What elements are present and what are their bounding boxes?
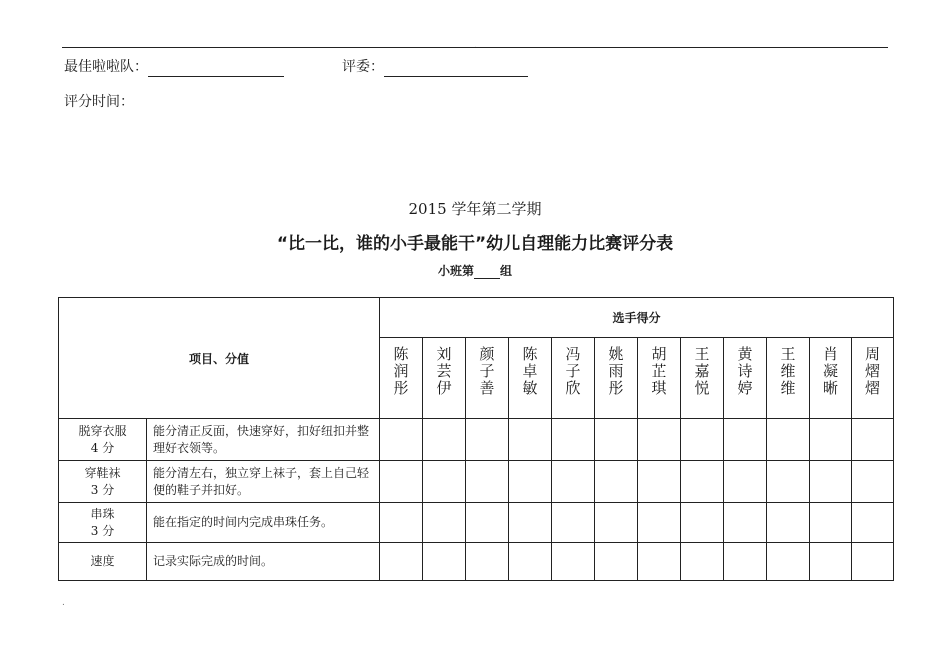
item-desc-cell: 记录实际完成的时间。 [147, 543, 380, 581]
score-cell[interactable] [681, 461, 724, 503]
judge-label: 评委： [342, 59, 384, 75]
player-name: 姚雨彤 [595, 338, 638, 419]
score-cell[interactable] [852, 461, 894, 503]
score-cell[interactable] [509, 503, 552, 543]
score-cell[interactable] [810, 503, 852, 543]
score-cell[interactable] [380, 419, 423, 461]
score-cell[interactable] [681, 503, 724, 543]
score-cell[interactable] [767, 419, 810, 461]
table-row [59, 503, 894, 543]
score-cell[interactable] [509, 461, 552, 503]
score-cell[interactable] [423, 543, 466, 581]
item-desc-cell: 能分清左右，独立穿上袜子，套上自己轻便的鞋子并扣好。 [147, 461, 380, 503]
score-cell[interactable] [767, 543, 810, 581]
item-name-cell: 速度 [59, 543, 147, 581]
score-cell[interactable] [724, 543, 767, 581]
score-cell[interactable] [423, 503, 466, 543]
player-name: 王嘉悦 [681, 338, 724, 419]
cheer-line [64, 57, 284, 77]
player-name: 胡芷琪 [638, 338, 681, 419]
subtitle-prefix: 小班第 [437, 264, 474, 278]
score-cell[interactable] [810, 461, 852, 503]
player-name: 周熠熠 [852, 338, 894, 419]
score-cell[interactable] [681, 543, 724, 581]
semester-heading: 2015 学年第二学期 [408, 200, 542, 218]
item-name-cell: 穿鞋袜 3 分 [59, 461, 147, 503]
cheer-blank [148, 60, 284, 77]
table-row [59, 419, 894, 461]
player-name: 肖凝晰 [810, 338, 852, 419]
score-cell[interactable] [852, 543, 894, 581]
player-name: 陈润彤 [380, 338, 423, 419]
item-desc-cell: 能在指定的时间内完成串珠任务。 [147, 503, 380, 543]
players-header: 选手得分 [380, 298, 894, 338]
score-cell[interactable] [638, 543, 681, 581]
header-rule [62, 47, 888, 48]
score-cell[interactable] [767, 503, 810, 543]
score-cell[interactable] [423, 461, 466, 503]
page-title: “比一比，谁的小手最能干”幼儿自理能力比赛评分表 [276, 234, 674, 254]
player-name: 刘芸伊 [423, 338, 466, 419]
time-label: 评分时间： [64, 94, 134, 110]
score-cell[interactable] [509, 419, 552, 461]
subtitle-suffix: 组 [500, 264, 513, 278]
table-row [59, 543, 894, 581]
score-cell[interactable] [595, 503, 638, 543]
score-cell[interactable] [810, 419, 852, 461]
judge-blank [384, 60, 528, 77]
score-cell[interactable] [638, 503, 681, 543]
item-header: 项目、分值 [59, 298, 380, 419]
player-name: 黄诗婷 [724, 338, 767, 419]
cheer-label: 最佳啦啦队： [64, 59, 148, 75]
score-cell[interactable] [595, 543, 638, 581]
score-cell[interactable] [380, 503, 423, 543]
judge-line [342, 57, 528, 77]
score-cell[interactable] [380, 543, 423, 581]
score-cell[interactable] [466, 503, 509, 543]
score-cell[interactable] [724, 503, 767, 543]
item-name-cell: 串珠 3 分 [59, 503, 147, 543]
score-cell[interactable] [852, 419, 894, 461]
item-name-cell: 脱穿衣服 4 分 [59, 419, 147, 461]
player-name: 王维维 [767, 338, 810, 419]
score-cell[interactable] [638, 461, 681, 503]
score-cell[interactable] [767, 461, 810, 503]
score-cell[interactable] [552, 503, 595, 543]
score-cell[interactable] [724, 419, 767, 461]
score-cell[interactable] [638, 419, 681, 461]
score-cell[interactable] [724, 461, 767, 503]
score-cell[interactable] [681, 419, 724, 461]
player-name: 冯子欣 [552, 338, 595, 419]
score-cell[interactable] [423, 419, 466, 461]
score-cell[interactable] [509, 543, 552, 581]
score-cell[interactable] [466, 543, 509, 581]
score-cell[interactable] [552, 461, 595, 503]
score-cell[interactable] [552, 543, 595, 581]
score-cell[interactable] [595, 461, 638, 503]
player-name: 陈卓敏 [509, 338, 552, 419]
score-cell[interactable] [380, 461, 423, 503]
page-subtitle [0, 262, 950, 279]
score-cell[interactable] [810, 543, 852, 581]
score-table [58, 297, 894, 581]
table-row [59, 461, 894, 503]
score-cell[interactable] [466, 419, 509, 461]
page-dot-top: . [474, 41, 477, 51]
score-cell[interactable] [852, 503, 894, 543]
item-desc-cell: 能分清正反面，快速穿好，扣好纽扣并整理好衣领等。 [147, 419, 380, 461]
score-cell[interactable] [466, 461, 509, 503]
player-name: 颜子善 [466, 338, 509, 419]
score-cell[interactable] [595, 419, 638, 461]
group-blank [474, 266, 500, 279]
page-dot-bottom: . [62, 598, 65, 608]
score-cell[interactable] [552, 419, 595, 461]
